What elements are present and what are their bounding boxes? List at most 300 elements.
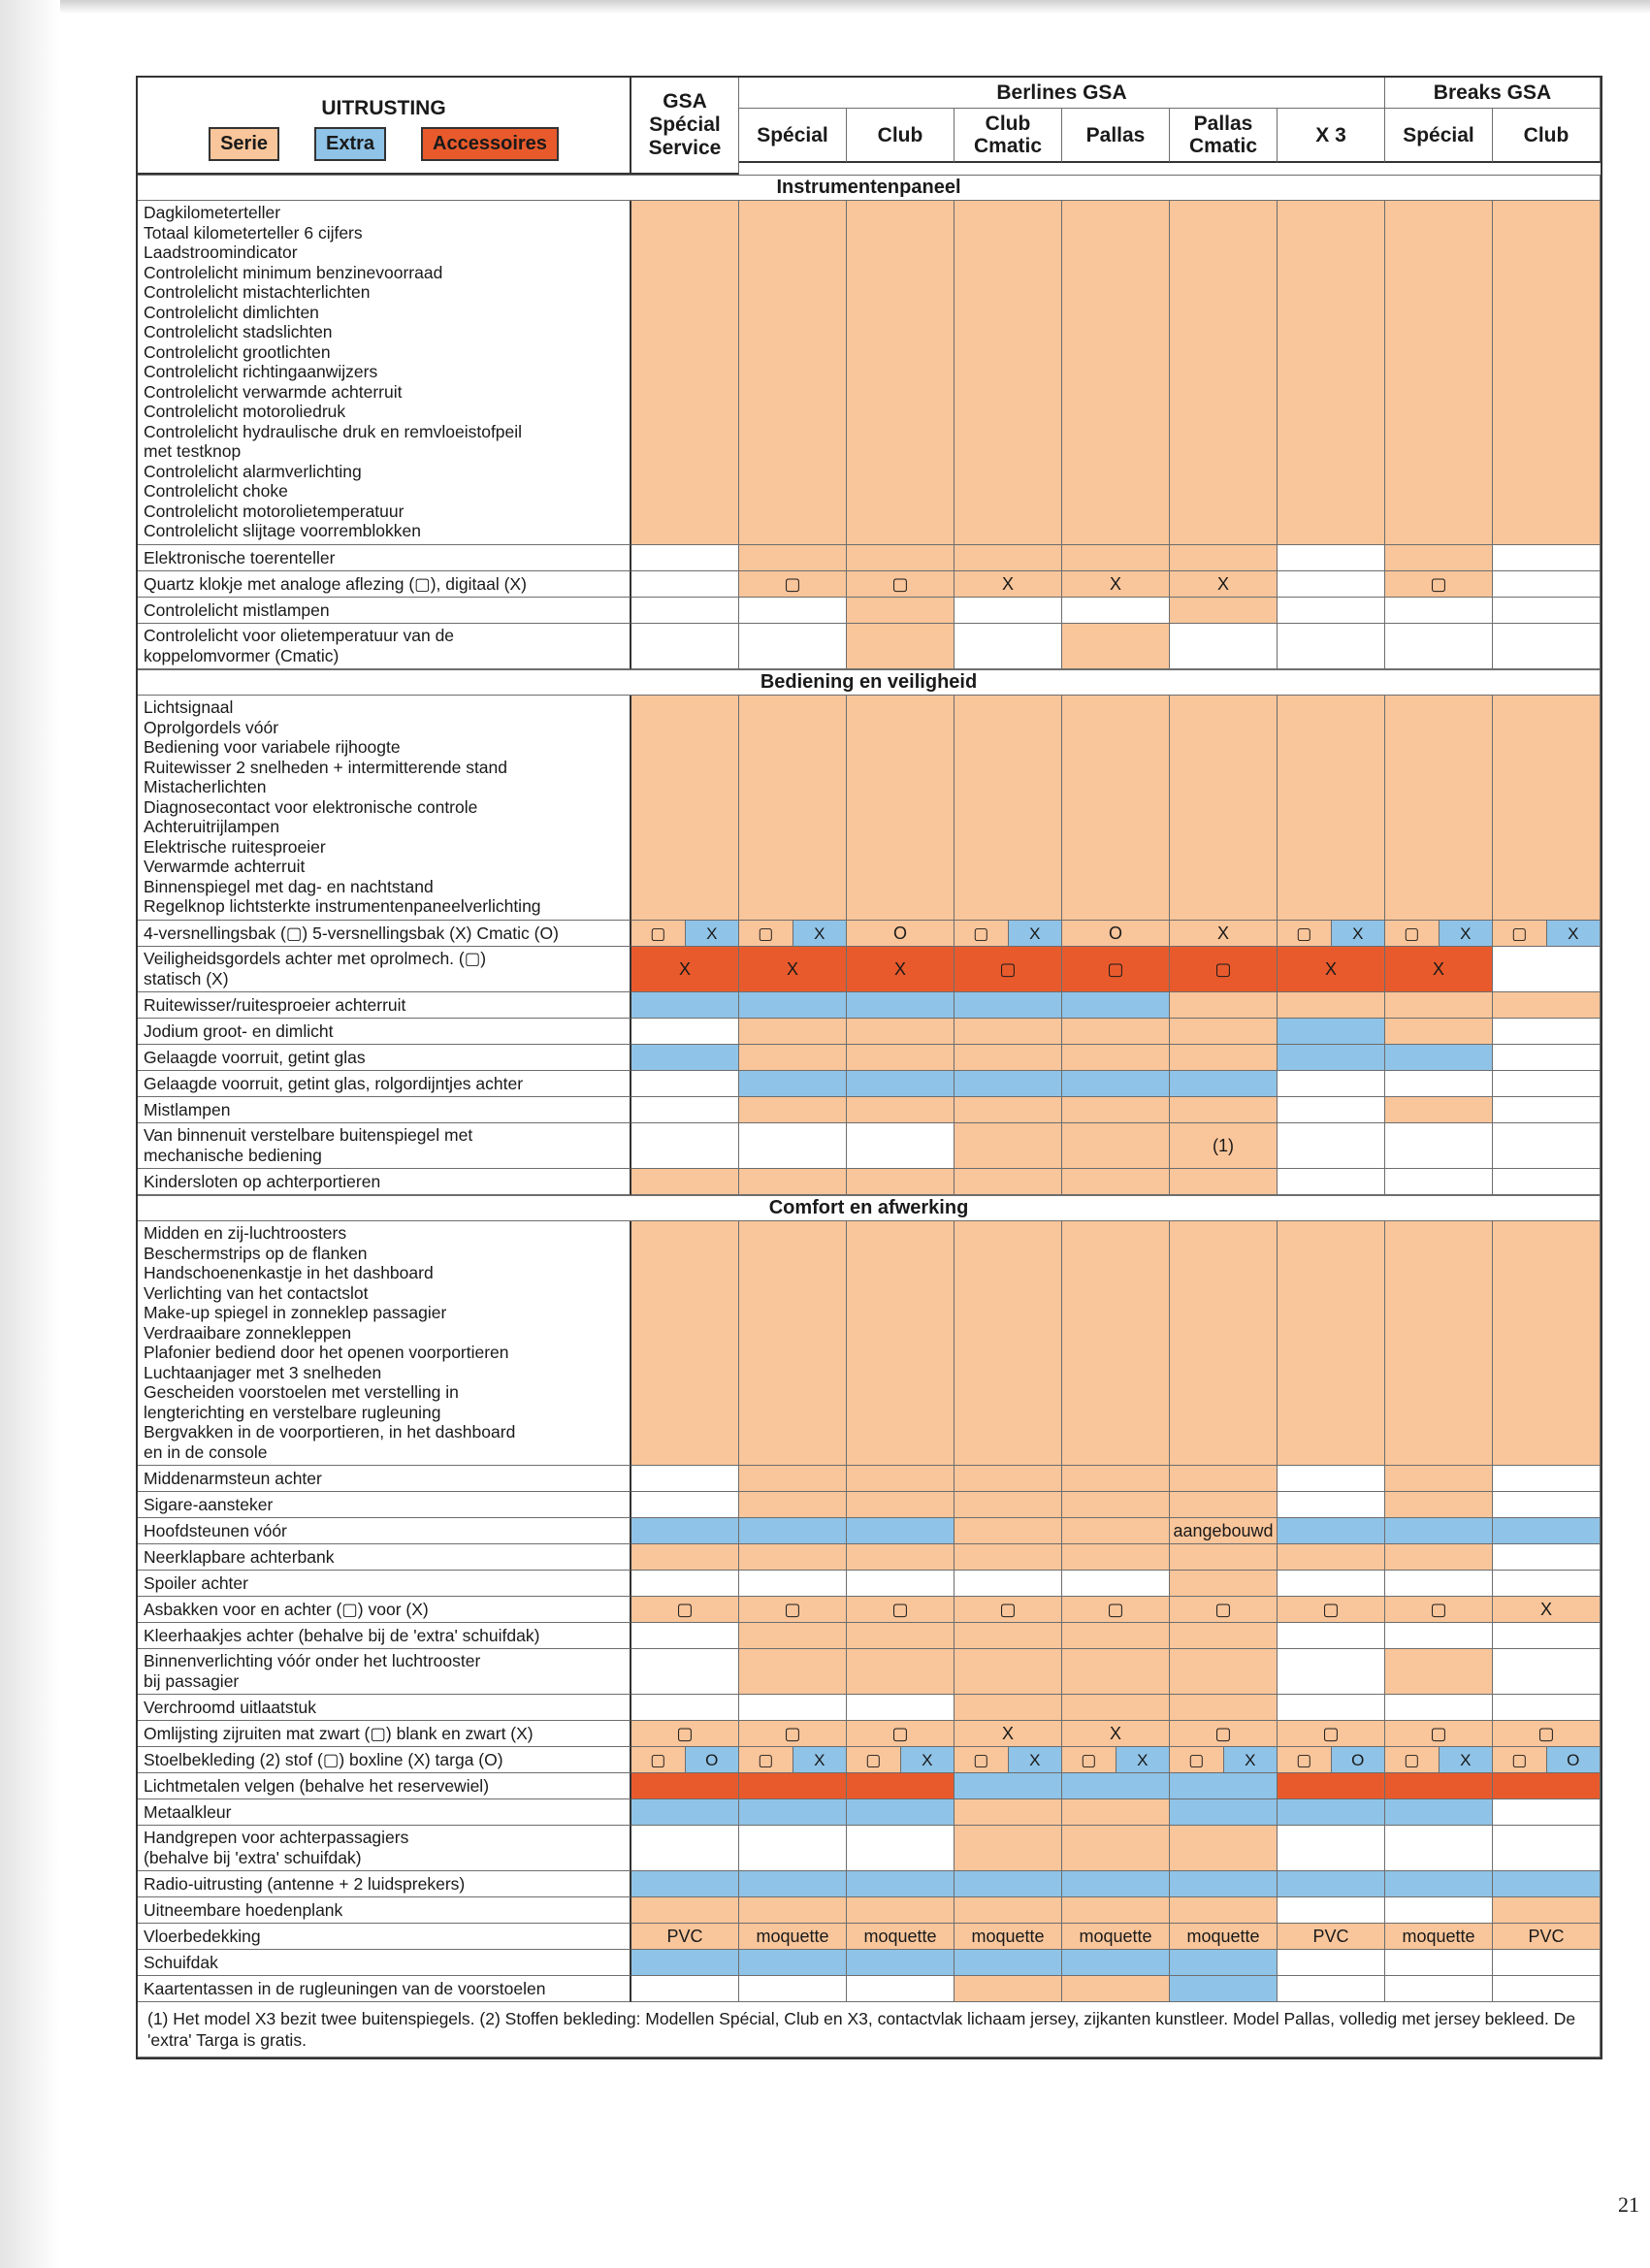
availability-cell [631,992,739,1019]
feature-line: Uitneembare hoedenplank [144,1899,343,1920]
legend-extra: Extra [314,127,386,161]
availability-cell [847,1045,954,1071]
availability-cell [1385,1071,1493,1097]
availability-cell [631,1071,739,1097]
feature-label [138,201,631,545]
availability-mark: X [1109,1723,1121,1743]
availability-cell [739,1071,847,1097]
availability-cell [847,1799,954,1826]
availability-cell [1062,1649,1170,1695]
feature-line: Lichtsignaal [144,697,234,717]
availability-cell [847,1924,954,1950]
availability-cell [1278,1571,1385,1597]
availability-cell [1062,571,1170,598]
availability-mark: ▢ [847,1747,901,1772]
availability-cell [1062,1721,1170,1747]
feature-label [138,947,631,992]
availability-mark: ▢ [1430,1723,1447,1743]
feature-label [138,1950,631,1976]
availability-cell [1493,1799,1601,1826]
availability-cell [1278,1649,1385,1695]
availability-mark: X [1332,921,1385,946]
availability-cell [739,992,847,1019]
availability-cell-split [1385,921,1493,947]
availability-cell [739,1773,847,1799]
column-pallas: Pallas [1062,109,1170,163]
availability-cell [1170,1950,1278,1976]
availability-mark: X [1216,923,1229,943]
availability-cell [1170,598,1278,624]
availability-cell [1385,1695,1493,1721]
availability-cell [1062,1826,1170,1871]
availability-mark: ▢ [1493,1747,1547,1772]
availability-cell [631,1097,739,1123]
availability-cell [1493,545,1601,571]
availability-cell [1493,1518,1601,1544]
availability-cell [954,1571,1062,1597]
feature-label [138,1826,631,1871]
feature-label [138,1544,631,1571]
equipment-table [136,76,1602,2059]
availability-cell [954,1623,1062,1649]
availability-mark: (1) [1213,1135,1234,1155]
availability-cell [954,1123,1062,1169]
availability-cell [1278,1169,1385,1195]
availability-cell [954,1826,1062,1871]
availability-mark: X [678,958,691,979]
availability-cell [847,1721,954,1747]
feature-label [138,1019,631,1045]
feature-label [138,1169,631,1195]
availability-cell [1385,1826,1493,1871]
feature-line: Kleerhaakjes achter (behalve bij de 'extra' schuifdak) [144,1625,540,1645]
feature-line: Controlelicht minimum benzinevoorraad [144,262,443,282]
availability-cell [954,1897,1062,1924]
availability-mark: ▢ [1430,573,1447,594]
availability-cell [1385,1649,1493,1695]
availability-cell [1278,598,1385,624]
availability-cell [739,1924,847,1950]
availability-cell [1278,624,1385,669]
availability-mark: ▢ [676,1599,694,1619]
availability-mark: moquette [1079,1926,1152,1946]
availability-cell [1385,1123,1493,1169]
availability-mark: X [1001,1723,1014,1743]
availability-cell [631,201,739,545]
availability-cell [1278,1466,1385,1492]
availability-cell [1385,1571,1493,1597]
availability-cell [1385,545,1493,571]
availability-cell [1062,1924,1170,1950]
availability-cell [739,1544,847,1571]
availability-cell [954,1695,1062,1721]
feature-line: Controlelicht motoroliedruk [144,402,346,421]
availability-mark: moquette [971,1926,1045,1946]
availability-cell [1170,947,1278,992]
availability-cell [1385,1799,1493,1826]
availability-cell [1062,1623,1170,1649]
feature-line: Binnenverlichting vóór onder het luchtrooster [144,1651,481,1670]
availability-cell [1062,598,1170,624]
availability-cell [1170,1466,1278,1492]
availability-cell [1493,1897,1601,1924]
availability-cell [739,1466,847,1492]
feature-line: Handgrepen voor achterpassagiers [144,1828,409,1847]
feature-label [138,1221,631,1466]
availability-cell [1493,1123,1601,1169]
availability-cell [1062,1897,1170,1924]
availability-cell [847,1571,954,1597]
availability-cell [847,1123,954,1169]
availability-cell [1062,1976,1170,2002]
availability-mark: ▢ [891,573,909,594]
availability-cell [1493,947,1601,992]
column-pallas-cmatic: Pallas Cmatic [1170,109,1278,163]
availability-cell [1278,1976,1385,2002]
availability-cell [954,947,1062,992]
availability-cell [847,1492,954,1518]
feature-label [138,1649,631,1695]
availability-cell [631,1518,739,1544]
feature-line: Bergvakken in de voorportieren, in het dashboard [144,1422,516,1442]
availability-cell [1493,571,1601,598]
availability-cell [1493,992,1601,1019]
feature-line: Vloerbedekking [144,1926,261,1946]
availability-cell [1493,1976,1601,2002]
feature-line: Sigare-aansteker [144,1494,274,1514]
availability-cell [1278,1871,1385,1897]
availability-cell [1385,1221,1493,1466]
feature-line: Make-up spiegel in zonneklep passagier [144,1303,447,1322]
availability-cell [954,1871,1062,1897]
availability-cell [1170,1071,1278,1097]
feature-line: Hoofdsteunen vóór [144,1520,287,1540]
feature-label [138,1897,631,1924]
availability-cell [1278,1721,1385,1747]
availability-cell [954,1097,1062,1123]
availability-cell [631,1492,739,1518]
column-special: Spécial [739,109,847,163]
availability-cell-split [954,1747,1062,1773]
availability-mark: X [1216,573,1229,594]
feature-label [138,1097,631,1123]
availability-cell [1493,1466,1601,1492]
availability-cell [1170,1045,1278,1071]
availability-cell [1062,1518,1170,1544]
availability-mark: X [1440,921,1493,946]
availability-mark: aangebouwd [1173,1520,1274,1540]
feature-label [138,921,631,947]
availability-cell-split [1170,1747,1278,1773]
availability-cell [1062,1544,1170,1571]
feature-line: Controlelicht stadslichten [144,322,333,341]
column-club: Club [847,109,954,163]
availability-cell [1493,1721,1601,1747]
availability-mark: ▢ [954,921,1009,946]
legend-serie: Serie [209,127,279,161]
availability-cell [631,1571,739,1597]
availability-cell [739,201,847,545]
availability-cell [1278,1597,1385,1623]
availability-cell [739,1950,847,1976]
availability-cell [847,947,954,992]
availability-cell [739,1019,847,1045]
feature-line: Gescheiden voorstoelen met verstelling in [144,1382,459,1402]
feature-line: Controlelicht slijtage voorremblokken [144,521,421,540]
availability-cell [1493,1773,1601,1799]
availability-mark: X [1432,958,1444,979]
availability-cell [954,1169,1062,1195]
availability-cell [1062,545,1170,571]
availability-cell [1278,1773,1385,1799]
availability-cell [1170,1597,1278,1623]
feature-line: Controlelicht alarmverlichting [144,461,362,481]
availability-cell [1493,1169,1601,1195]
availability-cell-split [1493,921,1601,947]
availability-cell [739,1799,847,1826]
feature-line: Lichtmetalen velgen (behalve het reservewiel) [144,1775,490,1796]
availability-cell [1385,571,1493,598]
availability-cell [631,1924,739,1950]
availability-cell [1493,1826,1601,1871]
feature-line: Plafonier bediend door het openen voorportieren [144,1343,509,1362]
availability-cell [1062,1571,1170,1597]
feature-line: Mistlampen [144,1099,231,1119]
feature-label [138,1123,631,1169]
availability-cell [1170,1169,1278,1195]
feature-label [138,1597,631,1623]
feature-line: Controlelicht mistlampen [144,599,330,620]
availability-cell [1385,1169,1493,1195]
column-break-club: Club [1493,109,1601,163]
availability-cell [1170,1976,1278,2002]
feature-line: Middenarmsteun achter [144,1468,322,1488]
availability-cell [1170,1623,1278,1649]
availability-cell [631,1649,739,1695]
feature-label [138,1571,631,1597]
availability-cell [739,696,847,921]
availability-cell [1385,1019,1493,1045]
availability-cell [739,1045,847,1071]
availability-cell [1062,1695,1170,1721]
availability-mark: ▢ [1493,921,1547,946]
availability-cell [954,598,1062,624]
availability-cell [1170,1019,1278,1045]
availability-cell [1493,1045,1601,1071]
availability-cell [631,1721,739,1747]
availability-cell [954,1221,1062,1466]
availability-cell [1062,1950,1170,1976]
availability-cell [1062,1871,1170,1897]
availability-cell [1493,1492,1601,1518]
availability-cell [1062,947,1170,992]
availability-cell [1278,1924,1385,1950]
feature-line: met testknop [144,441,242,461]
feature-line: Regelknop lichtsterkte instrumentenpaneelverlichting [144,896,541,916]
feature-line: Jodium groot- en dimlicht [144,1021,334,1041]
availability-cell [1170,1097,1278,1123]
availability-cell [1170,696,1278,921]
availability-mark: moquette [863,1926,937,1946]
availability-cell [1062,1221,1170,1466]
availability-cell [739,1169,847,1195]
availability-cell [954,201,1062,545]
availability-cell [631,1976,739,2002]
feature-label [138,624,631,669]
availability-cell [631,1123,739,1169]
availability-cell-split [954,921,1062,947]
availability-cell [1493,1924,1601,1950]
availability-cell [1062,1169,1170,1195]
availability-cell [1493,598,1601,624]
feature-line: Controlelicht choke [144,481,288,501]
feature-line: (behalve bij 'extra' schuifdak) [144,1847,362,1867]
feature-line: Verchroomd uitlaatstuk [144,1697,317,1717]
availability-cell [954,696,1062,921]
availability-cell [1385,1897,1493,1924]
availability-cell [1170,201,1278,545]
availability-cell [954,1518,1062,1544]
availability-mark: moquette [756,1926,829,1946]
availability-cell [1385,1097,1493,1123]
availability-cell [1278,947,1385,992]
availability-cell-split [631,1747,739,1773]
availability-mark: X [686,921,739,946]
availability-cell [954,1799,1062,1826]
availability-mark: ▢ [891,1723,909,1743]
feature-line: Achteruitrijlampen [144,817,280,836]
availability-cell-split [1278,1747,1385,1773]
feature-label [138,1747,631,1773]
availability-cell [739,1492,847,1518]
availability-mark: ▢ [739,1747,793,1772]
availability-cell-split [1062,1747,1170,1773]
availability-cell [739,1695,847,1721]
availability-cell [1278,1950,1385,1976]
feature-line: Verdraaibare zonnekleppen [144,1322,352,1343]
feature-line: 4-versnellingsbak (▢) 5-versnellingsbak (X) Cmatic (O) [144,923,559,943]
availability-cell [954,1492,1062,1518]
availability-cell [847,1019,954,1045]
availability-cell [739,947,847,992]
availability-mark: ▢ [954,1747,1009,1772]
group-berlines: Berlines GSA [739,78,1385,109]
availability-cell [739,1623,847,1649]
feature-line: bij passagier [144,1670,240,1691]
availability-cell [1062,201,1170,545]
feature-label [138,992,631,1019]
availability-cell [1278,1071,1385,1097]
feature-line: Binnenspiegel met dag- en nachtstand [144,876,434,896]
availability-mark: X [901,1747,954,1772]
feature-label [138,1799,631,1826]
availability-cell [847,921,954,947]
availability-cell [847,624,954,669]
availability-cell [631,1597,739,1623]
feature-line: Handschoenenkastje in het dashboard [144,1263,434,1282]
availability-cell [847,1695,954,1721]
availability-cell-split [739,921,847,947]
availability-cell [1385,1597,1493,1623]
availability-cell [1278,1045,1385,1071]
availability-cell [847,1097,954,1123]
feature-line: statisch (X) [144,968,229,988]
availability-mark: ▢ [999,1599,1017,1619]
feature-label [138,1492,631,1518]
availability-cell [631,1773,739,1799]
feature-label [138,1871,631,1897]
availability-cell [1062,696,1170,921]
feature-label [138,571,631,598]
availability-cell [631,696,739,921]
availability-cell [954,1019,1062,1045]
availability-mark: ▢ [1214,958,1232,979]
availability-mark: X [1224,1747,1278,1772]
availability-cell [1062,1799,1170,1826]
availability-cell [631,1169,739,1195]
availability-cell [1385,1773,1493,1799]
feature-label [138,1976,631,2002]
feature-label [138,545,631,571]
availability-cell [954,1976,1062,2002]
availability-cell [847,1950,954,1976]
feature-label [138,1695,631,1721]
availability-cell [1062,1597,1170,1623]
availability-cell [1493,1071,1601,1097]
feature-line: Elektrische ruitesproeier [144,836,326,857]
availability-cell [954,1071,1062,1097]
availability-cell [631,624,739,669]
availability-cell [1170,1221,1278,1466]
legend [209,127,559,161]
feature-line: lengterichting en verstelbare rugleuning [144,1402,441,1422]
feature-line: Metaalkleur [144,1801,232,1822]
section-title: Bediening en veiligheid [138,669,1601,696]
availability-cell [1385,624,1493,669]
feature-label [138,1721,631,1747]
availability-cell [631,1045,739,1071]
availability-mark: ▢ [1107,1599,1124,1619]
availability-cell [847,201,954,545]
availability-cell [847,1623,954,1649]
feature-line: Asbakken voor en achter (▢) voor (X) [144,1599,429,1619]
availability-cell [1170,1649,1278,1695]
page-number: 21 [1618,2192,1639,2217]
feature-line: Totaal kilometerteller 6 cijfers [144,222,363,243]
feature-line: Oprolgordels vóór [144,717,279,737]
feature-line: Controlelicht voor olietemperatuur van de [144,626,455,645]
availability-cell [1170,921,1278,947]
availability-cell [1385,1950,1493,1976]
availability-mark: X [1009,921,1062,946]
column-x3: X 3 [1278,109,1385,163]
feature-line: Laadstroomindicator [144,243,298,262]
availability-mark: X [1009,1747,1062,1772]
availability-mark: PVC [666,1926,703,1946]
availability-cell [739,1897,847,1924]
feature-line: koppelomvormer (Cmatic) [144,645,340,665]
availability-mark: O [892,923,907,943]
availability-cell-split [631,921,739,947]
feature-line: Radio-uitrusting (antenne + 2 luidsprekers) [144,1873,466,1894]
availability-mark: ▢ [739,921,793,946]
feature-line: Stoelbekleding (2) stof (▢) boxline (X) targa (O) [144,1749,503,1769]
availability-mark: X [793,921,847,946]
availability-cell [739,1597,847,1623]
availability-cell [1493,1695,1601,1721]
availability-cell [739,1649,847,1695]
availability-mark: ▢ [1322,1599,1340,1619]
